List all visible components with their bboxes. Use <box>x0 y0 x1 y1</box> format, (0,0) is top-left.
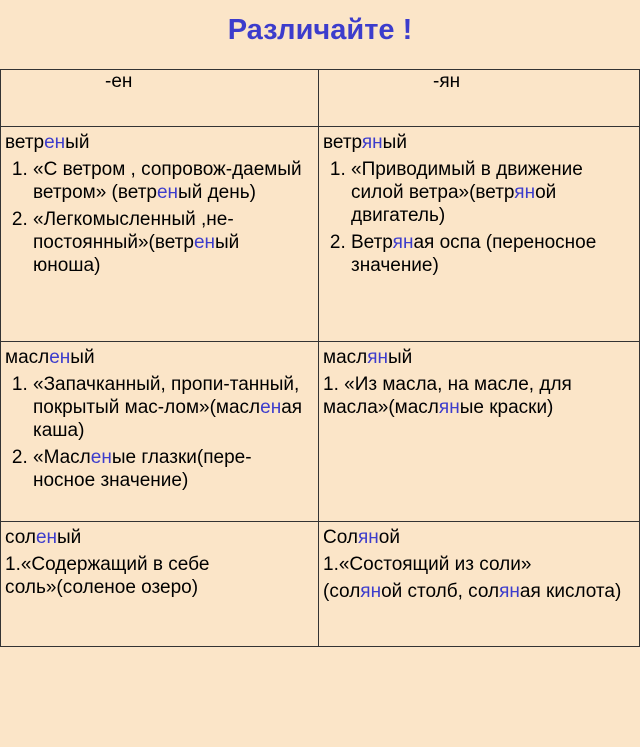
meaning-list <box>323 158 631 277</box>
meaning-list <box>5 373 310 492</box>
list-item: 2. «Масленые глазки(пере-носное значение) <box>33 446 310 492</box>
example-text: (соляной столб, соляная кислота) <box>323 581 622 602</box>
word-maslenyi: масленый <box>5 347 95 368</box>
slide-title: Различайте ! <box>227 14 413 46</box>
list-item: 1. «Запачканный, пропи-танный, покрытый мас-лом»(масленая каша) <box>33 373 310 442</box>
meaning-text: 1.«Состоящий из соли» <box>323 554 532 575</box>
cell-solenyi <box>1 522 319 647</box>
list-item: 1. «Приводимый в движение силой ветра»(ветряной двигатель) <box>351 158 631 227</box>
list-item: 2. «Легкомысленный ,не-постоянный»(ветреный юноша) <box>33 208 310 277</box>
row-sol <box>1 522 640 647</box>
cell-vetryanyi <box>319 127 640 342</box>
meaning-list <box>5 158 310 277</box>
header-row <box>1 70 640 127</box>
cell-maslyanyi <box>319 342 640 522</box>
header-yan: -ян <box>319 70 640 127</box>
row-vetr <box>1 127 640 342</box>
list-item: 2. Ветряная оспа (переносное значение) <box>351 231 631 277</box>
word-solenyi: соленый <box>5 527 82 548</box>
word-vetrenyi: ветреный <box>5 132 90 153</box>
meaning-text: 1. «Из масла, на масле, для масла»(масляные краски) <box>323 374 572 418</box>
header-en: -ен <box>1 70 319 127</box>
word-maslyanyi: масляный <box>323 347 413 368</box>
row-masl <box>1 342 640 522</box>
word-vetryanyi: ветряный <box>323 132 407 153</box>
meaning-text: 1.«Содержащий в себе соль»(соленое озеро) <box>5 554 210 598</box>
comparison-table <box>0 69 640 647</box>
cell-vetrenyi <box>1 127 319 342</box>
cell-solyanoi <box>319 522 640 647</box>
list-item: 1. «С ветром , сопровож-даемый ветром» (ветреный день) <box>33 158 310 204</box>
word-solyanoi: Соляной <box>323 527 400 548</box>
cell-maslenyi <box>1 342 319 522</box>
